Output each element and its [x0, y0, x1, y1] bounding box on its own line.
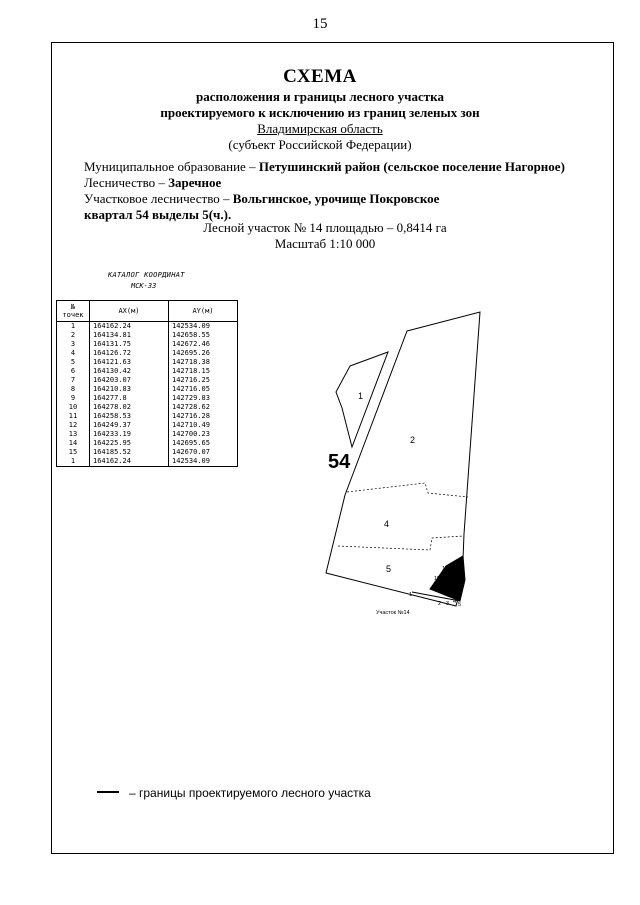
parcel-label-4: 4	[384, 519, 390, 529]
cell-y: 142695.26	[169, 349, 238, 358]
subtitle-line-2: проектируемого к исключению из границ зеленых зон	[160, 105, 480, 120]
cell-y: 142718.15	[169, 367, 238, 376]
forestry-value: Заречное	[168, 175, 222, 190]
district-label: Участковое лесничество –	[84, 191, 233, 206]
region-note: (субъект Российской Федерации)	[228, 137, 412, 152]
cell-y: 142672.46	[169, 340, 238, 349]
point-label-3: 3	[446, 601, 450, 607]
cell-point-no: 11	[57, 412, 90, 421]
cell-point-no: 15	[57, 448, 90, 457]
cell-x: 164277.8	[90, 394, 169, 403]
municipality-label: Муниципальное образование –	[84, 159, 259, 174]
cell-x: 164121.63	[90, 358, 169, 367]
document-title: СХЕМА	[283, 66, 357, 87]
cell-point-no: 10	[57, 403, 90, 412]
legend-line-symbol	[97, 791, 119, 793]
cell-y: 142710.49	[169, 421, 238, 430]
catalog-title: КАТАЛОГ КООРДИНАТ	[108, 271, 185, 279]
point-label-7: 7	[460, 579, 464, 585]
point-label-5: 5	[458, 602, 462, 608]
quarter-number-label: 54	[328, 451, 351, 473]
inner-division-2	[338, 536, 464, 550]
quarter-value: квартал 54 выделы 5(ч.).	[84, 207, 232, 222]
forestry-label: Лесничество –	[84, 175, 169, 190]
cell-x: 164134.81	[90, 331, 169, 340]
subtitle-line-1: расположения и границы лесного участка	[196, 89, 444, 104]
cell-x: 164233.19	[90, 430, 169, 439]
cell-x: 164249.37	[90, 421, 169, 430]
point-label-1: 1	[409, 592, 413, 598]
cell-point-no: 9	[57, 394, 90, 403]
cell-point-no: 7	[57, 376, 90, 385]
point-label-13: 13	[442, 566, 449, 572]
cell-x: 164162.24	[90, 322, 169, 332]
cell-x: 164258.53	[90, 412, 169, 421]
cell-x: 164162.24	[90, 457, 169, 467]
point-label-2: 2	[438, 601, 442, 607]
col-header-y: AY(м)	[169, 301, 238, 322]
cell-x: 164225.95	[90, 439, 169, 448]
point-label-4: 4	[453, 599, 457, 605]
parcel-label-1: 1	[358, 391, 364, 401]
page-number: 15	[312, 16, 328, 32]
cell-y: 142718.38	[169, 358, 238, 367]
cell-point-no: 3	[57, 340, 90, 349]
plot-label: Участок №14	[376, 610, 410, 616]
cell-point-no: 1	[57, 457, 90, 467]
legend-text: – границы проектируемого лесного участка	[129, 786, 371, 800]
cell-x: 164278.02	[90, 403, 169, 412]
inner-division-1	[347, 483, 468, 497]
cell-y: 142716.28	[169, 412, 238, 421]
cell-x: 164203.07	[90, 376, 169, 385]
cell-point-no: 13	[57, 430, 90, 439]
cell-y: 142534.09	[169, 457, 238, 467]
area-line: Лесной участок № 14 площадью – 0,8414 га	[203, 220, 447, 235]
parcel-label-2: 2	[410, 435, 416, 445]
cell-x: 164131.75	[90, 340, 169, 349]
cell-x: 164126.72	[90, 349, 169, 358]
cell-y: 142695.65	[169, 439, 238, 448]
parcel-label-5: 5	[386, 564, 392, 574]
cell-y: 142700.23	[169, 430, 238, 439]
cell-point-no: 5	[57, 358, 90, 367]
cell-point-no: 14	[57, 439, 90, 448]
cell-y: 142716.25	[169, 376, 238, 385]
point-label-9: 9	[460, 560, 464, 566]
cell-y: 142670.07	[169, 448, 238, 457]
cell-y: 142729.83	[169, 394, 238, 403]
cell-point-no: 6	[57, 367, 90, 376]
municipality-value: Петушинский район (сельское поселение Нагорное)	[258, 159, 565, 174]
cell-y: 142658.55	[169, 331, 238, 340]
region-name: Владимирская область	[257, 121, 383, 136]
col-header-x: AX(м)	[90, 301, 169, 322]
col-header-no: № точек	[57, 301, 90, 322]
cell-y: 142534.09	[169, 322, 238, 332]
cell-point-no: 12	[57, 421, 90, 430]
district-value: Вольгинское, урочище Покровское	[232, 191, 440, 206]
scale-line: Масштаб 1:10 000	[274, 236, 376, 251]
cell-point-no: 1	[57, 322, 90, 332]
cell-x: 164210.83	[90, 385, 169, 394]
catalog-system: МСК-33	[131, 282, 157, 290]
cell-point-no: 8	[57, 385, 90, 394]
cell-y: 142716.05	[169, 385, 238, 394]
cell-x: 164130.42	[90, 367, 169, 376]
cell-y: 142728.62	[169, 403, 238, 412]
cell-point-no: 4	[57, 349, 90, 358]
cell-point-no: 2	[57, 331, 90, 340]
cell-x: 164185.52	[90, 448, 169, 457]
point-label-15: 15	[434, 576, 441, 582]
